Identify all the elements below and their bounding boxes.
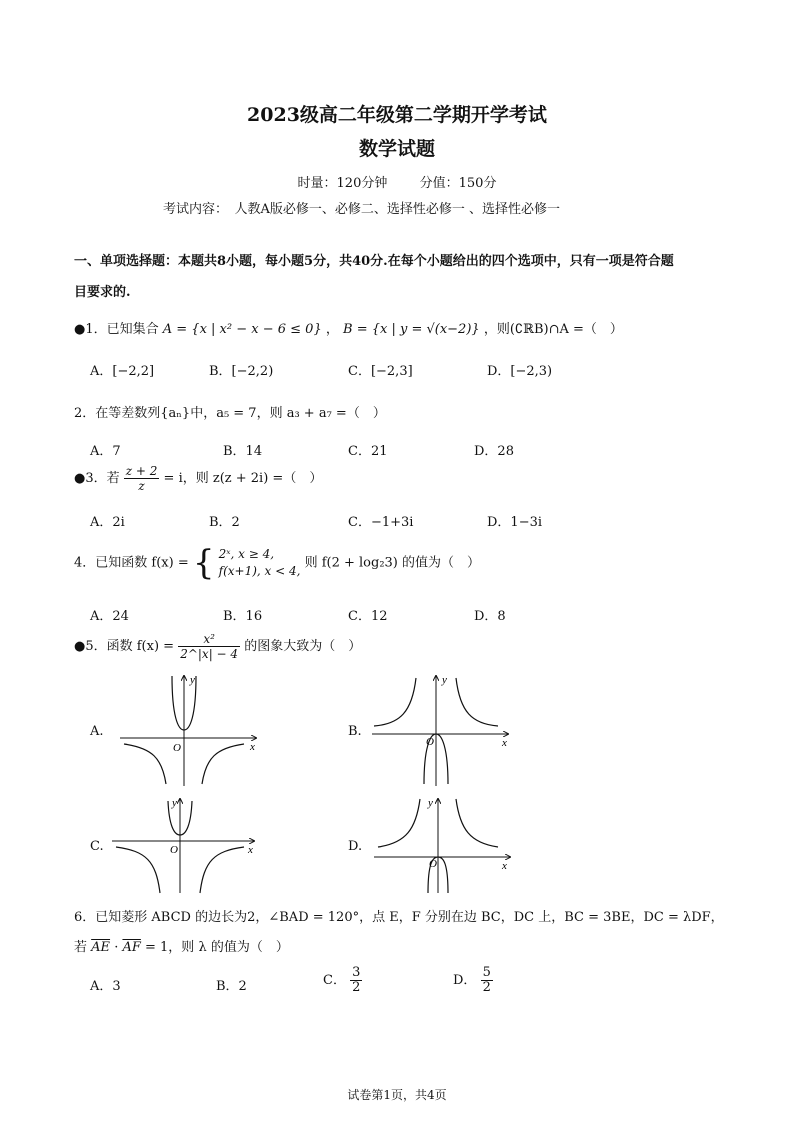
q4-option-c[interactable]: C．12 xyxy=(348,609,388,624)
axis-y-label: y xyxy=(428,797,433,809)
q6-option-d-den: 2 xyxy=(482,980,491,995)
q5-option-d[interactable]: D. xyxy=(348,839,363,854)
curve xyxy=(378,799,420,847)
q4-brace: { xyxy=(192,543,215,583)
curve xyxy=(200,847,244,893)
curve xyxy=(202,744,244,784)
q3-option-b[interactable]: B．2 xyxy=(209,515,240,530)
graph-d[interactable] xyxy=(372,795,522,895)
q4-option-d[interactable]: D．8 xyxy=(474,609,506,624)
q6-option-c[interactable] xyxy=(323,966,362,995)
question-6: 6．已知菱形 ABCD 的边长为2，∠BAD = 120°，点 E，F 分别在边 BC，DC 上，BC = 3BE，DC = λDF， xyxy=(74,910,724,925)
q3-option-d[interactable]: D．1−3i xyxy=(487,515,543,530)
axis-x-label: x xyxy=(250,741,255,753)
axis-x-label: x xyxy=(502,860,507,872)
graph-b[interactable] xyxy=(370,672,520,788)
question-1 xyxy=(74,318,623,337)
origin-label: O xyxy=(173,742,181,754)
q5-tail: 的图象大致为（ ） xyxy=(244,639,362,654)
q1-option-c[interactable]: C．[−2,3] xyxy=(348,364,413,379)
q1-sep: ， xyxy=(325,322,339,337)
q6-vector-af: $\overline{AF}$ xyxy=(122,940,141,955)
section-heading-cont: 目要求的. xyxy=(74,285,131,300)
q1-prefix: ●1．已知集合 xyxy=(74,322,159,337)
q6-option-b[interactable]: B．2 xyxy=(216,979,247,994)
q3-prefix: ●3．若 xyxy=(74,471,120,486)
section-heading: 一、单项选择题：本题共8小题，每小题5分，共40分.在每个小题给出的四个选项中，只有一项是符合题 xyxy=(74,254,674,269)
page-footer: 试卷第1页，共4页 xyxy=(347,1088,447,1102)
question-2: 2．在等差数列{aₙ}中，a₅ = 7，则 a₃ + a₇ =（ ） xyxy=(74,406,386,421)
q3-fraction xyxy=(124,464,160,493)
exam-subtitle: 数学试题 xyxy=(358,138,435,160)
q3-frac-den: z xyxy=(138,479,145,493)
q6-line2-prefix: 若 xyxy=(74,940,88,955)
q2-option-c[interactable]: C．21 xyxy=(348,444,388,459)
q6-option-d-label: D． xyxy=(453,973,477,988)
exam-title: 2023级高二年级第二学期开学考试 xyxy=(247,104,547,126)
curve xyxy=(124,744,166,784)
q1-option-b[interactable]: B．[−2,2) xyxy=(209,364,274,379)
q6-vector-ae: $\overline{AE}$ xyxy=(91,940,111,955)
q4-tail: 则 f(2 + log₂3) 的值为（ ） xyxy=(304,555,481,571)
curve xyxy=(456,678,498,726)
q3-frac-num: z + 2 xyxy=(125,464,158,478)
question-4 xyxy=(74,543,481,583)
graph-a[interactable] xyxy=(118,672,268,788)
q4-option-a[interactable]: A．24 xyxy=(90,609,129,624)
q1-set-a: A = {x | x² − x − 6 ≤ 0} xyxy=(162,322,322,337)
q5-fraction xyxy=(178,632,240,661)
axis-y-label: y xyxy=(442,674,447,686)
question-3 xyxy=(74,464,322,493)
q2-option-d[interactable]: D．28 xyxy=(474,444,514,459)
graph-c[interactable] xyxy=(110,795,260,895)
q5-frac-num: x² xyxy=(178,632,240,647)
q1-set-b: B = {x | y = √(x−2)} xyxy=(343,322,480,337)
origin-label: O xyxy=(426,736,434,748)
origin-label: O xyxy=(170,844,178,856)
q1-tail: ，则(∁ℝB)∩A =（ ） xyxy=(483,322,623,337)
curve xyxy=(374,678,416,726)
q6-option-c-fraction xyxy=(350,966,362,995)
q5-option-a[interactable]: A. xyxy=(90,724,104,739)
q6-option-d-num: 5 xyxy=(482,965,491,980)
time-label: 时量：120分钟 xyxy=(297,176,388,191)
exam-meta xyxy=(0,172,794,191)
axis-x-label: x xyxy=(248,844,253,856)
axis-x-label: x xyxy=(502,737,507,749)
q2-option-a[interactable]: A．7 xyxy=(90,444,121,459)
q3-option-c[interactable]: C．−1+3i xyxy=(348,515,414,530)
q6-option-c-num: 3 xyxy=(352,965,361,980)
q6-option-a[interactable]: A．3 xyxy=(90,979,121,994)
q4-option-b[interactable]: B．16 xyxy=(223,609,263,624)
q5-option-c[interactable]: C. xyxy=(90,839,104,854)
q3-tail: = i，则 z(z + 2i) =（ ） xyxy=(163,471,323,486)
q1-option-a[interactable]: A．[−2,2] xyxy=(90,364,155,379)
question-5 xyxy=(74,632,361,661)
q6-option-d[interactable] xyxy=(453,966,493,995)
exam-scope: 考试内容： 人教A版必修一、必修二、选择性必修一 、选择性必修一 xyxy=(163,202,561,217)
q2-option-b[interactable]: B．14 xyxy=(223,444,263,459)
q4-case-1: 2ˣ, x ≥ 4, xyxy=(218,547,275,561)
curve xyxy=(456,799,498,847)
curve xyxy=(116,847,160,893)
q6-dot: · xyxy=(114,940,123,955)
q4-cases xyxy=(219,546,301,580)
question-6-cont xyxy=(74,936,289,955)
q6-option-c-label: C． xyxy=(323,973,346,988)
axis-y-label: y xyxy=(190,674,195,686)
q5-frac-den: 2^|x| − 4 xyxy=(180,647,239,661)
q6-option-d-fraction xyxy=(481,966,493,995)
q4-prefix: 4．已知函数 f(x) = xyxy=(74,555,189,571)
axis-y-label: y xyxy=(172,797,177,809)
q5-option-b[interactable]: B. xyxy=(348,724,362,739)
q6-line2-tail: = 1，则 λ 的值为（ ） xyxy=(145,940,289,955)
q4-case-2: f(x+1), x < 4, xyxy=(218,564,301,578)
q6-option-c-den: 2 xyxy=(352,980,361,995)
q3-option-a[interactable]: A．2i xyxy=(90,515,125,530)
score-label: 分值：150分 xyxy=(419,176,497,191)
q1-option-d[interactable]: D．[−2,3) xyxy=(487,364,553,379)
origin-label: O xyxy=(429,858,437,870)
q5-prefix: ●5．函数 f(x) = xyxy=(74,639,175,654)
